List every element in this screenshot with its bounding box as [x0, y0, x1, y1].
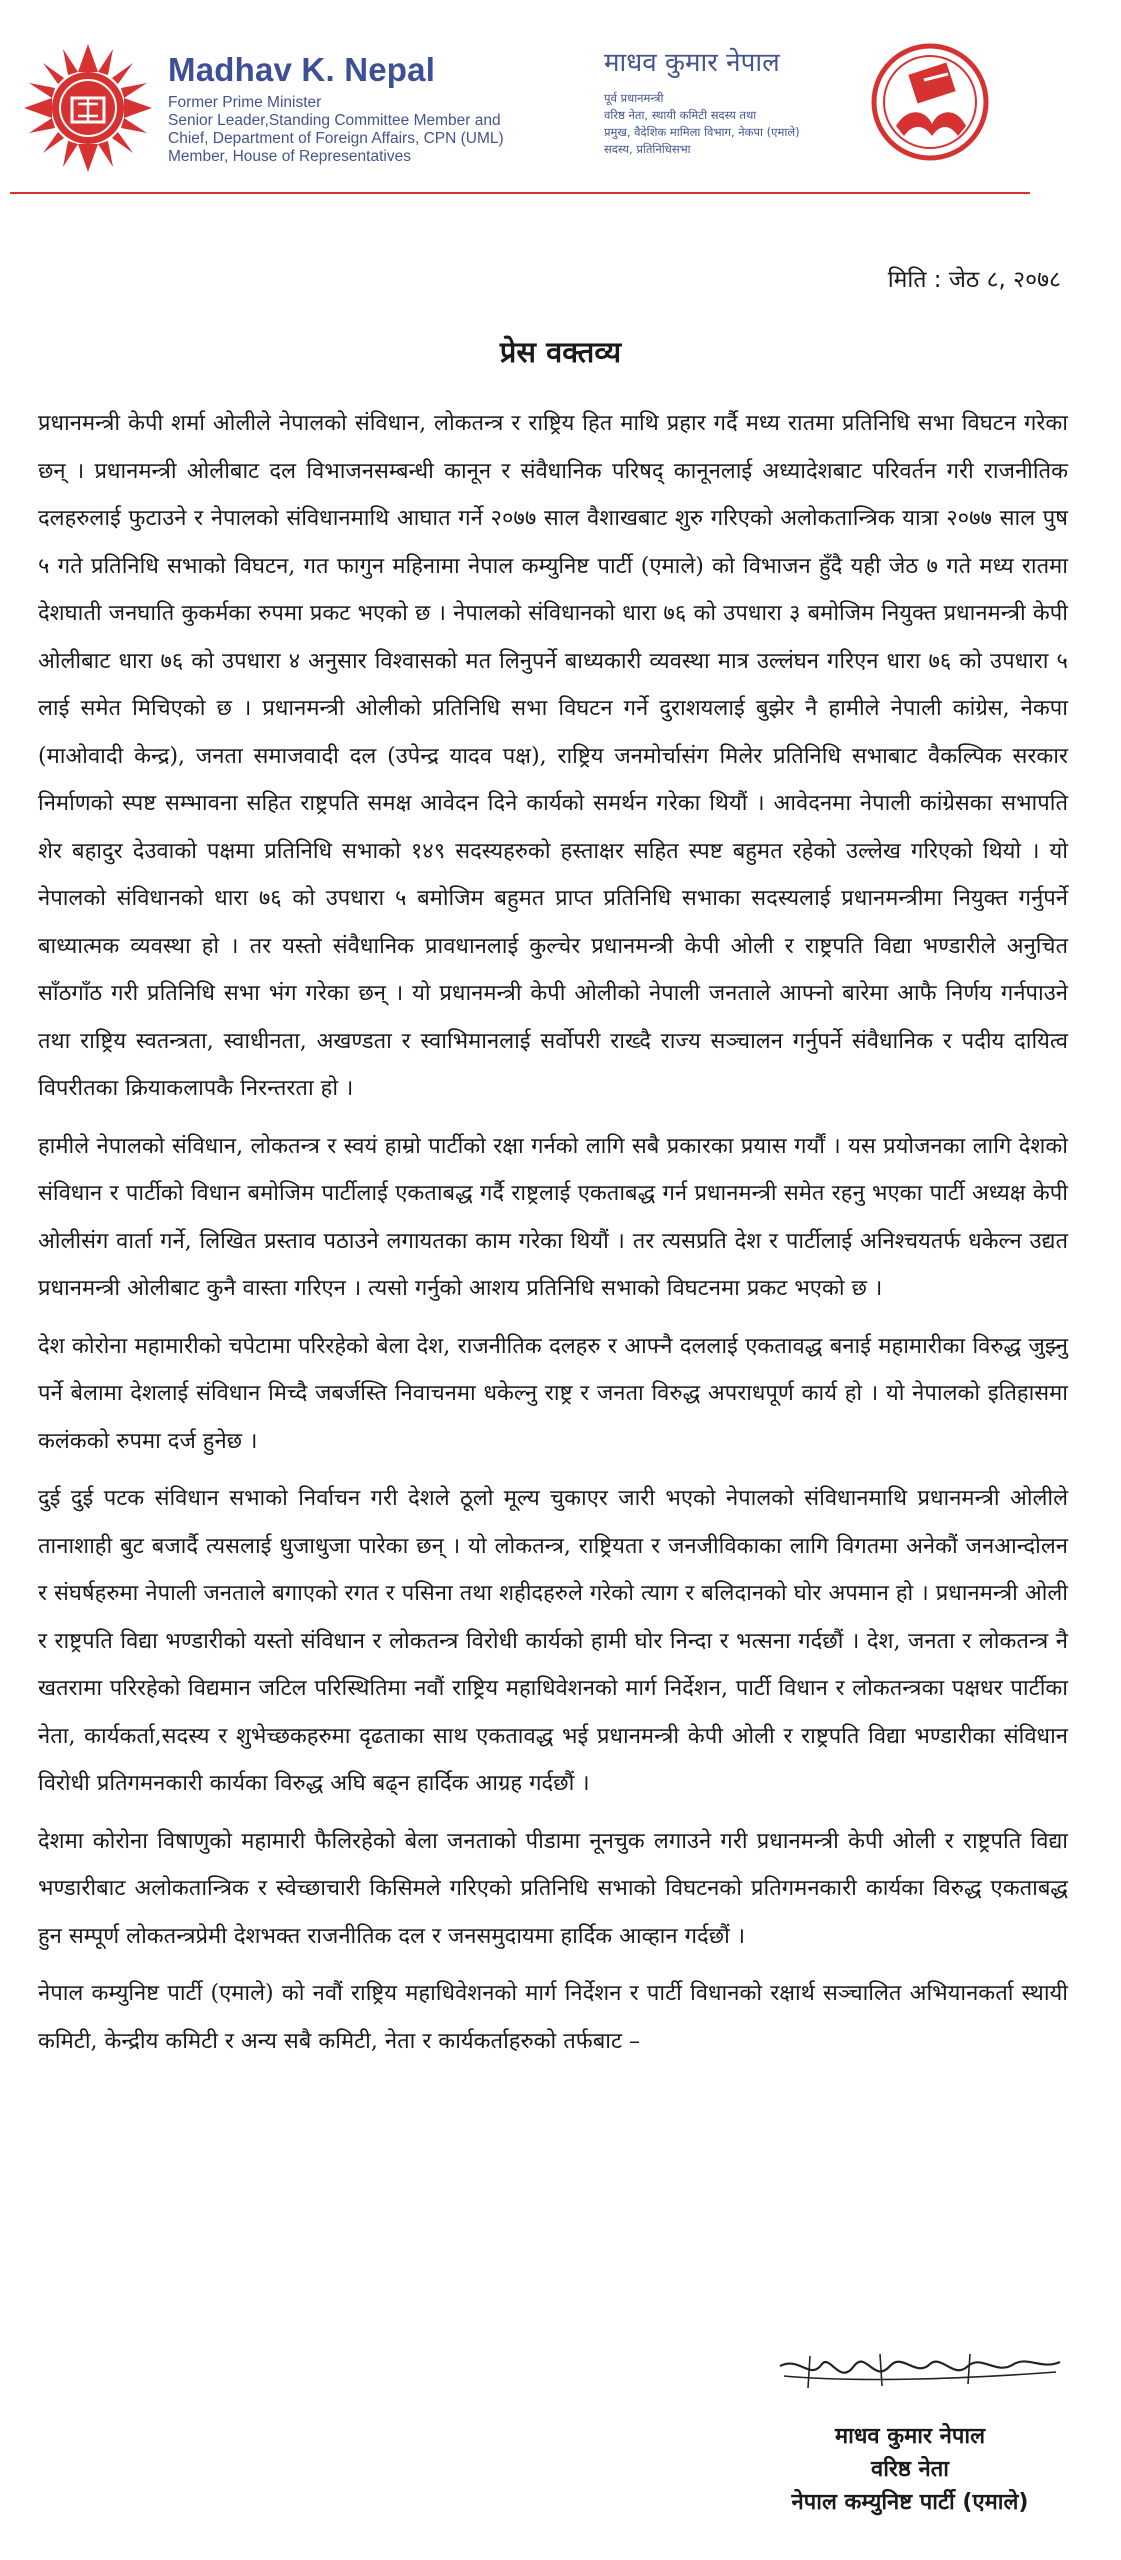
document-body	[38, 400, 1068, 2075]
letterhead-name-en: Madhav K. Nepal	[168, 51, 436, 88]
letterhead-line-en: Chief, Department of Foreign Affairs, CPN (UML)	[168, 130, 504, 147]
document-title: प्रेस वक्तव्य	[499, 335, 622, 369]
letterhead-divider	[10, 192, 1030, 194]
body-paragraph: प्रधानमन्त्री केपी शर्मा ओलीले नेपालको संविधान, लोकतन्त्र र राष्ट्रिय हित माथि प्रहार गर्दै मध्य रातमा प्रतिनिधि सभा विघटन गरेका छन् । प्रधानमन्त्री ओलीबाट दल विभाजनसम्बन्धी कानून र संवैधानिक परिषद् कानूनलाई अध्यादेशबाट परिवर्तन गरी राजनीतिक दलहरुलाई फुटाउने र नेपालको संविधानमाथि आघात गर्ने २०७७ साल वैशाखबाट शुरु गरिएको अलोकतान्त्रिक यात्रा २०७७ साल पुष ५ गते प्रतिनिधि सभाको विघटन, गत फागुन महिनामा नेपाल कम्युनिष्ट पार्टी (एमाले) को विभाजन हुँदै यही जेठ ७ गते मध्य रातमा देशघाती जनघाति कुकर्मका रुपमा प्रकट भएको छ । नेपालको संविधानको धारा ७६ को उपधारा ३ बमोजिम नियुक्त प्रधानमन्त्री केपी ओलीबाट धारा ७६ को उपधारा ४ अनुसार विश्वासको मत लिनुपर्ने बाध्यकारी व्यवस्था मात्र उल्लंघन गरिएन धारा ७६ को उपधारा ५ लाई समेत मिचिएको छ । प्रधानमन्त्री ओलीको प्रतिनिधि सभा विघटन गर्ने दुराशयलाई बुझेर नै हामीले नेपाली कांग्रेस, नेकपा (माओवादी केन्द्र), जनता समाजवादी दल (उपेन्द्र यादव पक्ष), राष्ट्रिय जनमोर्चासंग मिलेर प्रतिनिधि सभाबाट वैकल्पिक सरकार निर्माणको स्पष्ट सम्भावना सहित राष्ट्रपति समक्ष आवेदन दिने कार्यको समर्थन गरेका थियौं । आवेदनमा नेपाली कांग्रेसका सभापति शेर बहादुर देउवाको पक्षमा प्रतिनिधि सभाको १४९ सदस्यहरुको हस्ताक्षर सहित स्पष्ट बहुमत रहेको उल्लेख गरिएको थियो । यो नेपालको संविधानको धारा ७६ को उपधारा ५ बमोजिम बहुमत प्राप्त प्रतिनिधि सभाका सदस्यलाई प्रधानमन्त्रीमा नियुक्त गर्नुपर्ने बाध्यात्मक व्यवस्था हो । तर यस्तो संवैधानिक प्रावधानलाई कुल्चेर प्रधानमन्त्री केपी ओली र राष्ट्रपति विद्या भण्डारीले अनुचित साँठगाँठ गरी प्रतिनिधि सभा भंग गरेका छन् । यो प्रधानमन्त्री केपी ओलीको नेपाली जनताले आफ्नो बारेमा आफै निर्णय गर्नपाउने तथा राष्ट्रिय स्वतन्त्रता, स्वाधीनता, अखण्डता र स्वाभिमानलाई सर्वोपरी राख्दै राज्य सञ्चालन गर्नुपर्ने संवैधानिक र पदीय दायित्व विपरीतका क्रियाकलापकै निरन्तरता हो ।	[38, 411, 1068, 1101]
signatory-block	[760, 2420, 1060, 2519]
body-paragraph: दुई दुई पटक संविधान सभाको निर्वाचन गरी देशले ठूलो मूल्य चुकाएर जारी भएको नेपालको संविधानमाथि प्रधानमन्त्री ओलीले तानाशाही बुट बजार्दै त्यसलाई धुजाधुजा पारेका छन् । यो लोकतन्त्र, राष्ट्रियता र जनजीविकाका लागि विगतमा अनेकौं जनआन्दोलन र संघर्षहरुमा नेपाली जनताले बगाएको रगत र पसिना तथा शहीदहरुले गरेको त्याग र बलिदानको घोर अपमान हो । प्रधानमन्त्री ओली र राष्ट्रपति विद्या भण्डारीको यस्तो संविधान र लोकतन्त्र विरोधी कार्यको हामी घोर निन्दा र भत्सना गर्दछौं । देश, जनता र लोकतन्त्र नै खतरामा परिरहेको विद्यमान जटिल परिस्थितिमा नवौं राष्ट्रिय महाधिवेशनको मार्ग निर्देशन, पार्टी विधान र लोकतन्त्रका पक्षधर पार्टीका नेता, कार्यकर्ता,सदस्य र शुभेच्छकहरुमा दृढताका साथ एकतावद्ध भई प्रधानमन्त्री केपी ओली र राष्ट्रपति विद्या भण्डारीका संविधान विरोधी प्रतिगमनकारी कार्यका विरुद्ध अघि बढ्न हार्दिक आग्रह गर्दछौं ।	[38, 1486, 1068, 1796]
letterhead-english	[168, 52, 528, 166]
body-paragraph: देशमा कोरोना विषाणुको महामारी फैलिरहेको बेला जनताको पीडामा नूनचुक लगाउने गरी प्रधानमन्त्री केपी ओली र राष्ट्रपति विद्या भण्डारीबाट अलोकतान्त्रिक र स्वेच्छाचारी किसिमले गरिएको प्रतिनिधि सभाको विघटनको प्रतिगमनकारी कार्यका विरुद्ध एकताबद्ध हुन सम्पूर्ण लोकतन्त्रप्रेमी देशभक्त राजनीतिक दल र जनसमुदायमा हार्दिक आव्हान गर्दछौं ।	[38, 1828, 1068, 1949]
letterhead-line-np: वरिष्ठ नेता, स्थायी कमिटी सदस्य तथा	[604, 108, 757, 122]
uml-party-logo	[868, 40, 992, 164]
letterhead-line-en: Former Prime Minister	[168, 94, 322, 111]
letterhead-nepali	[604, 46, 866, 158]
letterhead	[0, 0, 1121, 200]
letterhead-name-np: माधव कुमार नेपाल	[604, 48, 780, 78]
letterhead-line-en: Senior Leader,Standing Committee Member and	[168, 112, 501, 129]
letterhead-line-en: Member, House of Representatives	[168, 148, 411, 165]
handwritten-signature	[770, 2336, 1070, 2416]
document-date: मिति : जेठ ८, २०७८	[887, 267, 1061, 293]
letterhead-line-np: प्रमुख, वैदेशिक मामिला विभाग, नेकपा (एमाले)	[604, 125, 800, 139]
signatory-name: माधव कुमार नेपाल	[834, 2424, 985, 2449]
letterhead-line-np: पूर्व प्रधानमन्त्री	[604, 91, 664, 105]
signatory-party: नेपाल कम्युनिष्ट पार्टी (एमाले)	[791, 2490, 1029, 2515]
body-paragraph: देश कोरोना महामारीको चपेटामा परिरहेको बेला देश, राजनीतिक दलहरु र आफ्नै दललाई एकतावद्ध बनाई महामारीका विरुद्ध जुझ्नु पर्ने बेलामा देशलाई संविधान मिच्दै जबर्जस्ति निवाचनमा धकेल्नु राष्ट्र र जनता विरुद्ध अपराधपूर्ण कार्य हो । यो नेपालको इतिहासमा कलंकको रुपमा दर्ज हुनेछ ।	[38, 1333, 1068, 1454]
letterhead-line-np: सदस्य, प्रतिनिधिसभा	[604, 142, 691, 156]
signatory-position: वरिष्ठ नेता	[871, 2457, 949, 2482]
party-emblem-logo	[22, 42, 154, 174]
body-paragraph: नेपाल कम्युनिष्ट पार्टी (एमाले) को नवौं राष्ट्रिय महाधिवेशनको मार्ग निर्देशन र पार्टी विधानको रक्षार्थ सञ्चालित अभियानकर्ता स्थायी कमिटी, केन्द्रीय कमिटी र अन्य सबै कमिटी, नेता र कार्यकर्ताहरुको तर्फबाट –	[38, 1981, 1068, 2054]
body-paragraph: हामीले नेपालको संविधान, लोकतन्त्र र स्वयं हाम्रो पार्टीको रक्षा गर्नको लागि सबै प्रकारका प्रयास गर्यौं । यस प्रयोजनका लागि देशको संविधान र पार्टीको विधान बमोजिम पार्टीलाई एकताबद्ध गर्दै राष्ट्रलाई एकताबद्ध गर्न प्रधानमन्त्री समेत रहनु भएका पार्टी अध्यक्ष केपी ओलीसंग वार्ता गर्ने, लिखित प्रस्ताव पठाउने लगायतका काम गरेका थियौं । तर त्यसप्रति देश र पार्टीलाई अनिश्चयतर्फ धकेल्न उद्यत प्रधानमन्त्री ओलीबाट कुनै वास्ता गरिएन । त्यसो गर्नुको आशय प्रतिनिधि सभाको विघटनमा प्रकट भएको छ ।	[38, 1133, 1068, 1301]
